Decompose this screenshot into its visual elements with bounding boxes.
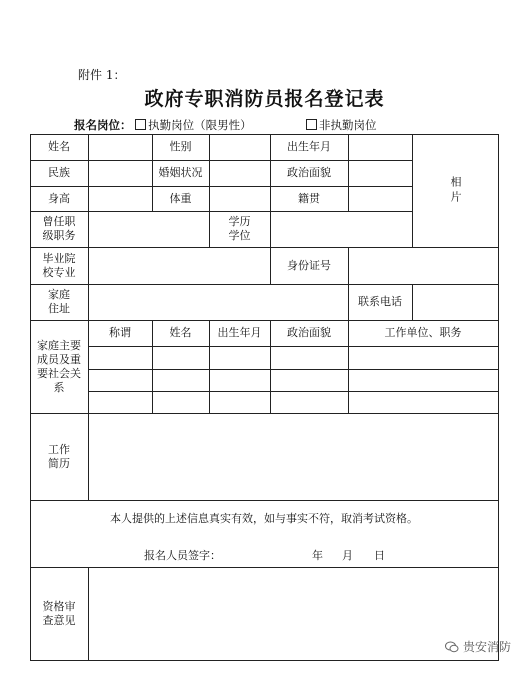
label-school-line1: 毕业院: [42, 251, 76, 265]
label-weight: 体重: [169, 191, 192, 205]
declaration-text: 本人提供的上述信息真实有效，如与事实不符，取消考试资格。: [110, 512, 418, 525]
input-school[interactable]: [88, 247, 270, 284]
input-id-number[interactable]: [348, 247, 498, 284]
input-political[interactable]: [348, 160, 412, 186]
attachment-label: 附件 1：: [78, 68, 126, 82]
post-option2-label: 非执勤岗位: [319, 118, 377, 132]
label-education-line1: 学历: [228, 215, 251, 228]
family-header-name: 姓名: [169, 326, 192, 339]
input-native[interactable]: [348, 186, 412, 211]
input-education[interactable]: [270, 211, 412, 247]
family-header-work: 工作单位、职务: [384, 326, 462, 339]
label-height: 身高: [48, 191, 70, 205]
watermark: [445, 638, 511, 655]
post-option1-label: 执勤岗位（限男性）: [148, 118, 252, 132]
label-address-line1: 家庭: [48, 288, 70, 301]
label-family-line4: 系: [53, 380, 65, 394]
label-education: [209, 211, 270, 247]
label-school: [30, 247, 88, 284]
signature-day: 日: [374, 549, 385, 562]
label-family-line3: 要社会关: [37, 366, 81, 380]
label-prev-post-line1: 曾任职: [42, 215, 76, 228]
label-school-line2: 校专业: [42, 265, 76, 279]
label-id-number: 身份证号: [287, 258, 331, 272]
form-title: 政府专职消防员报名登记表: [144, 88, 385, 110]
signature-label: 报名人员签字：: [144, 549, 221, 562]
signature-year: 年: [312, 549, 323, 562]
label-review-line2: 查意见: [42, 613, 76, 627]
wechat-icon: [445, 641, 459, 653]
label-name: 姓名: [48, 140, 70, 153]
family-header-relation: 称谓: [109, 326, 131, 339]
label-resume-line2: 简历: [48, 456, 70, 470]
label-resume-line1: 工作: [48, 442, 70, 456]
input-height[interactable]: [88, 186, 152, 211]
input-gender[interactable]: [209, 134, 270, 160]
post-label: 报名岗位：: [74, 118, 132, 132]
label-family-line1: 家庭主要: [37, 338, 81, 352]
label-political: 政治面貌: [287, 166, 331, 179]
input-weight[interactable]: [209, 186, 270, 211]
family-row[interactable]: [88, 391, 498, 413]
input-address[interactable]: [88, 284, 348, 320]
label-prev-post: [30, 211, 88, 247]
label-gender: 性别: [169, 140, 192, 153]
family-row[interactable]: [88, 346, 498, 369]
input-ethnicity[interactable]: [88, 160, 152, 186]
photo-label: 相片: [449, 175, 462, 206]
label-address-line2: 住址: [48, 302, 70, 315]
input-phone[interactable]: [412, 284, 498, 320]
input-prev-post[interactable]: [88, 211, 209, 247]
label-resume: [30, 413, 88, 500]
input-review[interactable]: [88, 567, 498, 660]
input-resume[interactable]: [88, 413, 498, 500]
label-review: [30, 567, 88, 660]
input-name[interactable]: [88, 134, 152, 160]
label-address: [30, 284, 88, 320]
label-family: [30, 320, 88, 413]
input-marital[interactable]: [209, 160, 270, 186]
label-birth: 出生年月: [287, 140, 331, 153]
photo-box[interactable]: [412, 134, 498, 247]
label-prev-post-line2: 级职务: [42, 229, 76, 242]
label-review-line1: 资格审: [42, 599, 76, 613]
family-header-birth: 出生年月: [217, 326, 262, 339]
label-marital: 婚姻状况: [158, 166, 203, 179]
label-education-line2: 学位: [228, 229, 251, 242]
family-row[interactable]: [88, 369, 498, 391]
family-header-political: 政治面貌: [287, 326, 331, 339]
signature-month: 月: [342, 549, 353, 562]
label-family-line2: 成员及重: [37, 352, 81, 366]
label-native: 籍贯: [298, 191, 320, 205]
input-birth[interactable]: [348, 134, 412, 160]
watermark-text: 贵安消防: [462, 640, 511, 654]
label-ethnicity: 民族: [48, 166, 70, 179]
label-phone: 联系电话: [358, 295, 402, 308]
